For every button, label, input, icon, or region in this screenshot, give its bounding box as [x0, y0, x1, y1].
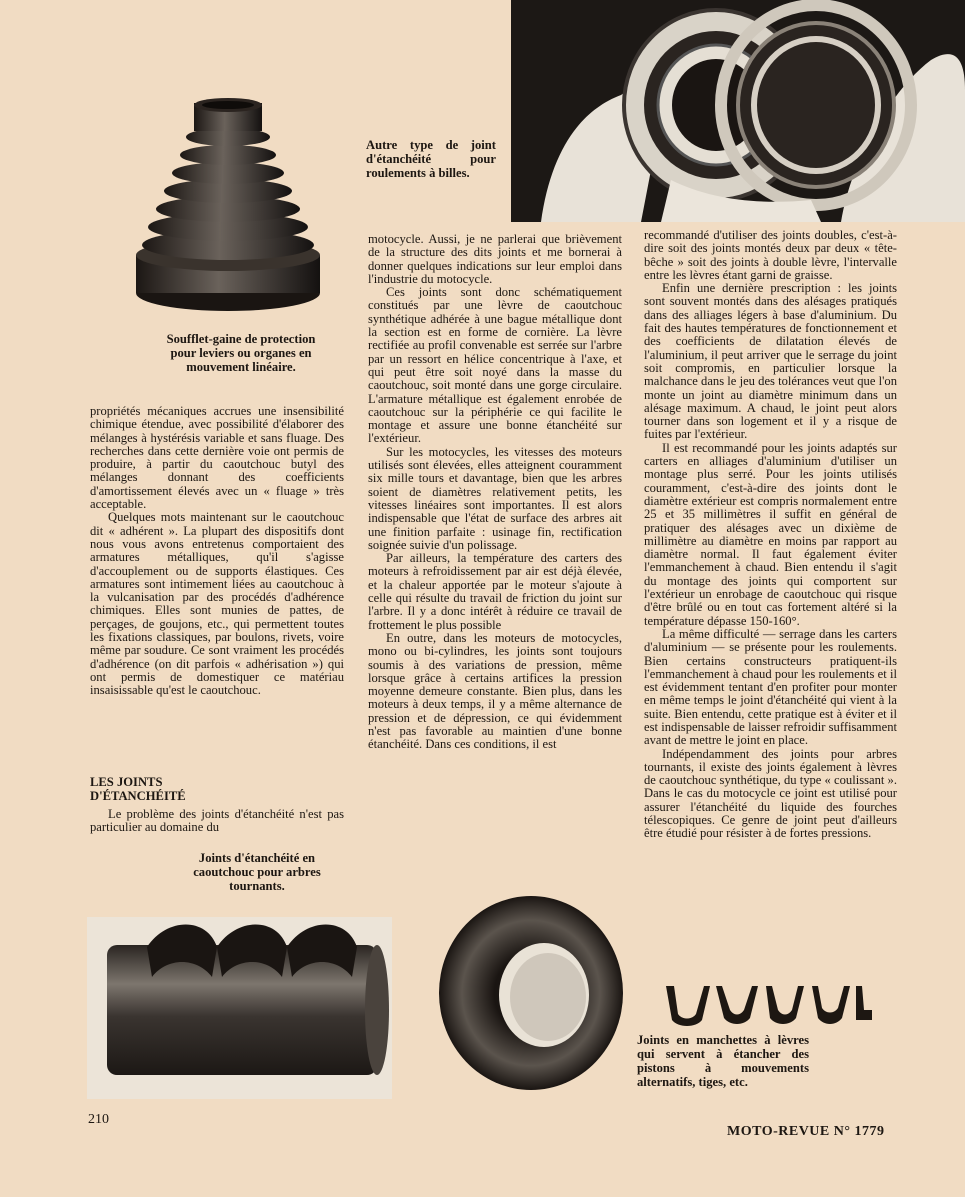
page-number: 210 — [88, 1112, 109, 1127]
magazine-name: MOTO-REVUE — [727, 1124, 830, 1139]
text-column-1-end — [90, 808, 344, 835]
shaft-seal-icon — [87, 917, 392, 1099]
caption-lip-seals: Joints en manchettes à lèvres qui servent à étancher des pistons à mouvements alternatifs, tiges, etc. — [637, 1033, 809, 1089]
ball-bearing-photo — [511, 0, 965, 222]
column3-paragraph: Indépendamment des joints pour arbres tournants, il existe des joints également à lèvres de caoutchouc synthétique, du type « coulissant ». Dans le cas du motocycle ce joint est utilisé pour assurer l'étanchéité du liquide des fourches télescopiques. Ce genre de joint peut d'ailleurs être étudié pour résister à de fortes pressions. — [644, 746, 897, 841]
column3-paragraph: Il est recommandé pour les joints adaptés sur carters en alliages d'aluminium d'utiliser un montage plus serré. Pour les joints utilisés couramment, c'est-à-dire des joints dont le diamètre extérieur est compris normalement entre 25 et 35 millimètres il suffit en général de pratiquer des alésages avec un dixième de millimètre au diamètre en moins par rapport au diamètre normal. Il faut également éviter l'emmanchement à chaud. Bien entendu il s'agit du montage des joints qui comportent sur l'extérieur un enrobage de caoutchouc qui risque d'être brûlé ou en tout cas fortement altéré si la température dépasse 150-160°. — [644, 440, 897, 628]
column3-paragraph: recommandé d'utiliser des joints doubles, c'est-à-dire soit des joints montés deux par deux « tête-bêche » soit des joints à double lèvre, l'intervalle entre les lèvres étant garni de graisse. — [644, 228, 897, 282]
caption-ball-bearing: Autre type de joint d'étanchéité pour roulements à billes. — [366, 138, 496, 180]
caption-rotating-shaft: Joints d'étanchéité en caoutchouc pour arbres tournants. — [193, 851, 321, 893]
issue-number: N° 1779 — [833, 1124, 885, 1139]
text-column-1 — [90, 405, 344, 698]
column1-paragraph: Quelques mots maintenant sur le caoutchouc dit « adhérent ». La plupart des dispositifs dont nous vous avons entretenus comportaient des armatures métalliques, qu'il s'agisse d'accouplement ou de supports élastiques. Ces armatures sont intimement liées au caoutchouc à la vulcanisation par des procédés d'adhérence chimiques. Elles sont munies de pattes, de perçages, de goujons, etc., qui permettent toutes les fixations classiques, par boulons, rivets, voire même par soudure. Ce sont vraiment les procédés d'adhérence (on dit parfois « adhérisation ») qui ont permis de domestiquer ce matériau insaisissable qu'est le caoutchouc. — [90, 510, 344, 698]
bellows-icon — [128, 95, 328, 320]
caption-bellows: Soufflet-gaine de protection pour leviers ou organes en mouvement linéaire. — [166, 332, 316, 374]
column1-paragraph: propriétés mécaniques accrues une insensibilité chimique étendue, avec possibilité d'élaborer des mélanges à hystérésis variable et sans fluage. Des recherches dans cette dernière voie ont permis de produire, à partir du caoutchouc butyl des mélanges donnant des coefficients d'amortissement élevés avec un « fluage » très acceptable. — [90, 404, 344, 512]
column2-paragraph: Ces joints sont donc schématiquement constitués par une lèvre de caoutchouc synthétique adhérée à une bague métallique dont la section est en forme de cornière. La lèvre rectifiée au profil convenable est serrée sur l'arbre par un ressort en hélice concentrique à l'axe, et qui peut être soit noyé dans la masse du caoutchouc, soit monté dans une gorge circulaire. L'armature métallique est également enrobée de caoutchouc sur la périphérie ce qui facilite le montage et assure une bonne étanchéité sur l'extérieur. — [368, 285, 622, 446]
column1-paragraph: Le problème des joints d'étanchéité n'est pas particulier au domaine du — [90, 807, 344, 835]
ball-bearing-icon — [511, 0, 965, 222]
seal-ring-illustration — [436, 893, 626, 1093]
seal-ring-icon — [436, 893, 626, 1093]
column2-paragraph: motocycle. Aussi, je ne parlerai que brièvement de la structure des dits joints et me bornerai à donner quelques indications sur leur emploi dans l'industrie du motocycle. — [368, 232, 622, 286]
column3-paragraph: Enfin une dernière prescription : les joints sont souvent montés dans des alésages pratiqués dans des alliages légers à base d'aluminium. Du fait des hautes températures de fonctionnement et des coefficients de dilatation élevés de l'aluminium, il peut arriver que le serrage du joint soit compromis, en particulier lorsque la malchance dans le jeu des tolérances veut que l'on monte un joint au diamètre minimum dans un alésage maximum. A chaud, le joint peut alors tourner dans son logement et il y a risque de fuites par l'extérieur. — [644, 281, 897, 442]
lip-seals-diagram — [664, 980, 874, 1028]
column3-paragraph: La même difficulté — serrage dans les carters d'aluminium — se présente pour les roulements. Bien certains constructeurs pratiquent-ils l'emmanchement à chaud pour les roulements et il est évidemment tentant d'en profiter pour monter en même temps le joint d'étanchéité qui vient à la suite. Bien entendu, cette pratique est à éviter et il est indispensable de laisser refroidir suffisamment avant de mettre le joint en place. — [644, 626, 897, 748]
magazine-footer — [727, 1124, 884, 1140]
column2-paragraph: Par ailleurs, la température des carters des moteurs à refroidissement par air est déjà élevée, et la chaleur apportée par le moteur s'ajoute à celle qui résulte du travail de friction du joint sur l'arbre. Il y a donc intérêt à réduire ce travail de frottement le plus possible — [368, 551, 622, 632]
lip-seal-profiles-icon — [664, 980, 874, 1028]
rotating-shaft-seal-illustration — [87, 917, 392, 1099]
column2-paragraph: Sur les motocycles, les vitesses des moteurs utilisés sont élevées, elles atteignent couramment six mille tours et davantage, bien que les arbres soient de diamètres relativement petits, les vitesses linéaires sont importantes. Il est alors indispensable que l'état de surface des arbres ait une finition parfaite : usinage fin, rectification soignée suivie d'un polissage. — [368, 444, 622, 552]
text-column-3 — [644, 229, 897, 841]
section-heading: LES JOINTS D'ÉTANCHÉITÉ — [90, 775, 186, 803]
text-column-2 — [368, 233, 622, 752]
column2-paragraph: En outre, dans les moteurs de motocycles, mono ou bi-cylindres, les joints sont toujours soumis à des variations de pression, même lorsque grâce à certains artifices la pression moyenne demeure constante. Bien plus, dans les moteurs à deux temps, il y a même alternance de pression et de dépression, ce qui évidemment n'est pas favorable au maintien d'une bonne étanchéité. Dans ces conditions, il est — [368, 630, 622, 752]
bellows-illustration — [128, 95, 328, 320]
